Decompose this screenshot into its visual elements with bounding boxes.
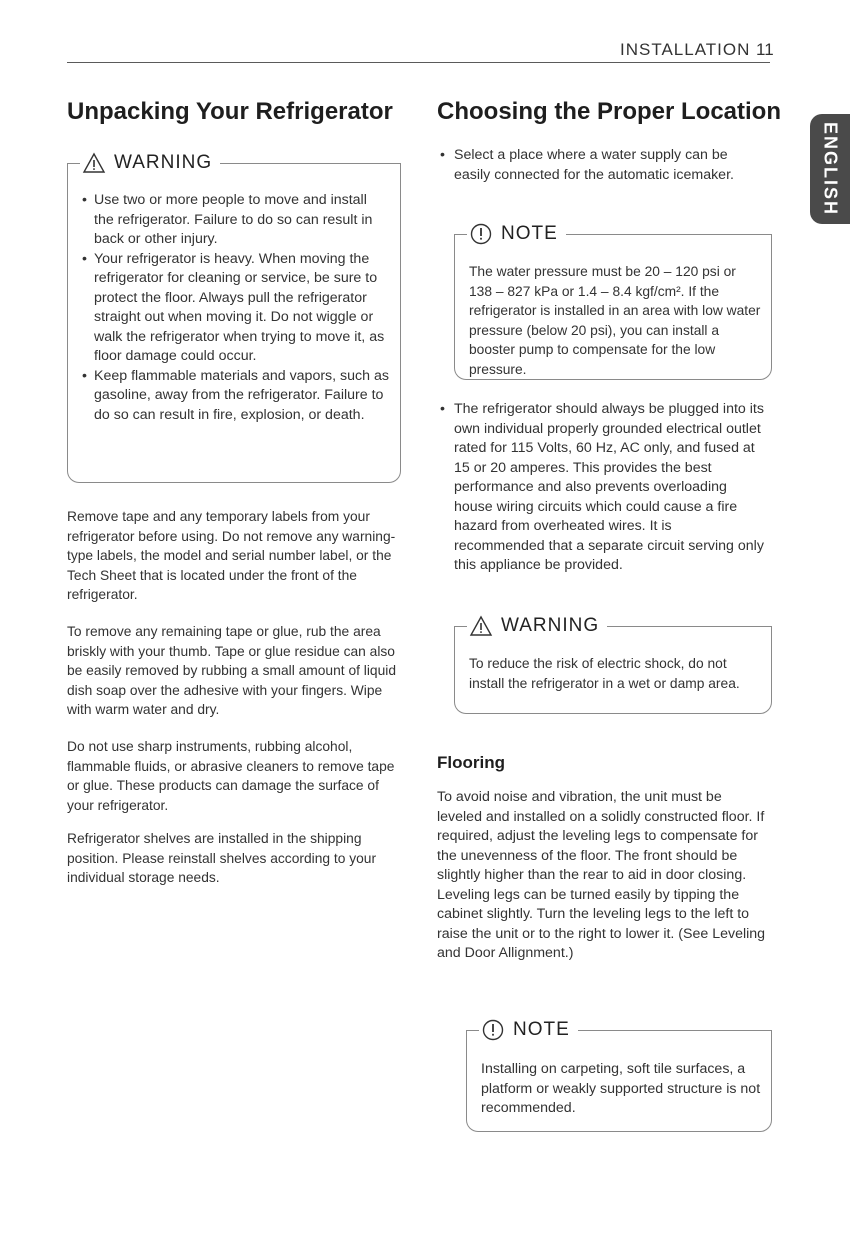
location-bullet-list-1 bbox=[436, 146, 766, 185]
warning-item: • Keep flammable materials and vapors, such as gasoline, away from the refrigerator. Failure to do so can result in fire, explosion, or death. bbox=[82, 367, 390, 426]
warning-box-electric-shock bbox=[454, 615, 772, 714]
location-bullet: • Select a place where a water supply can be easily connected for the automatic icemaker. bbox=[436, 146, 766, 185]
warning-box-unpacking bbox=[67, 152, 401, 483]
warning-icon bbox=[469, 615, 493, 637]
note-box-water-pressure bbox=[454, 223, 772, 380]
note-text: The water pressure must be 20 – 120 psi or 138 – 827 kPa or 1.4 – 8.4 kgf/cm². If the refrigerator is installed in an area with low water pressure (below 20 psi), you can install a booster pump to compensate for the low pressure. bbox=[469, 264, 761, 377]
unpacking-title: Unpacking Your Refrigerator bbox=[67, 98, 393, 125]
flooring-title: Flooring bbox=[437, 753, 505, 772]
paragraph-sharp-instruments: Do not use sharp instruments, rubbing alcohol, flammable fluids, or abrasive cleaners to remove tape or glue. These products can damage the surface of your refrigerator. bbox=[67, 739, 395, 813]
running-header-title: INSTALLATION bbox=[620, 40, 751, 59]
flooring-text: To avoid noise and vibration, the unit must be leveled and installed on a solidly constructed floor. If required, adjust the leveling legs to compensate for the unevenness of the floor. The front should be slightly higher than the rear to aid in door closing. Leveling legs can be turned easily by tipping the cabinet slightly. Turn the leveling legs to the left to raise the unit or to the right to lower it. (See Leveling and Door Allignment.) bbox=[437, 789, 766, 961]
note-box-flooring bbox=[466, 1019, 772, 1132]
page-number: 11 bbox=[756, 40, 774, 59]
warning-icon bbox=[82, 152, 106, 174]
warning-label: WARNING bbox=[501, 615, 607, 637]
paragraph-remove-glue: To remove any remaining tape or glue, rub the area briskly with your thumb. Tape or glue residue can also be easily removed by rubbing a small amount of liquid dish soap over the adhesive with your fingers. Wipe with warm water and dry. bbox=[67, 624, 397, 717]
warning-item: • Use two or more people to move and install the refrigerator. Failure to do so can result in back or other injury. bbox=[82, 191, 390, 250]
note-icon bbox=[481, 1019, 505, 1041]
note-label: NOTE bbox=[501, 223, 566, 245]
language-tab-label: ENGLISH bbox=[820, 121, 841, 216]
note-label: NOTE bbox=[513, 1019, 578, 1041]
warning-text: To reduce the risk of electric shock, do not install the refrigerator in a wet or damp area. bbox=[469, 656, 740, 691]
location-bullet: • The refrigerator should always be plugged into its own individual properly grounded electrical outlet rated for 115 Volts, 60 Hz, AC only, and fused at 15 or 20 amperes. This provides the best performance and also prevents overloading house wiring circuits which could cause a fire hazard from overheated wires. It is recommended that a separate circuit serving only this appliance be provided. bbox=[436, 400, 766, 576]
location-bullet-list-2 bbox=[436, 400, 766, 576]
warning-label: WARNING bbox=[114, 152, 220, 174]
note-icon bbox=[469, 223, 493, 245]
paragraph-shelves: Refrigerator shelves are installed in the shipping position. Please reinstall shelves according to your individual storage needs. bbox=[67, 831, 377, 885]
header-rule bbox=[67, 62, 770, 63]
location-title: Choosing the Proper Location bbox=[437, 98, 782, 125]
paragraph-remove-tape: Remove tape and any temporary labels from your refrigerator before using. Do not remove any warning-type labels, the model and serial number label, or the Tech Sheet that is located under the front of the refrigerator. bbox=[67, 509, 396, 602]
warning-item: • Your refrigerator is heavy. When moving the refrigerator for cleaning or service, be sure to protect the floor. Always pull the refrigerator straight out when moving it. Do not wiggle or walk the refrigerator when trying to move it, as floor damage could occur. bbox=[82, 250, 390, 367]
note-text: Installing on carpeting, soft tile surfaces, a platform or weakly supported structure is not recommended. bbox=[481, 1061, 761, 1116]
language-tab bbox=[810, 114, 850, 224]
